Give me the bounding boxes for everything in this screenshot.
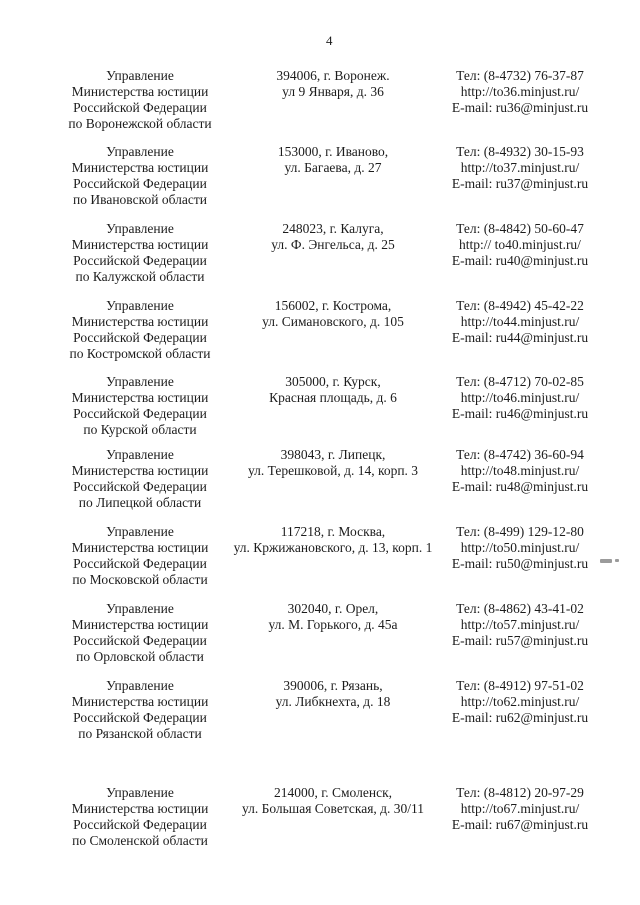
org-name [72,678,209,742]
org-name-line: Министерства юстиции [71,314,209,329]
org-name [72,447,209,511]
org-address [234,524,433,556]
email-line: E-mail: ru67@minjust.ru [451,817,589,832]
page-number: 4 [326,33,333,48]
scan-artifact-mark [615,559,619,562]
address-line: 156002, г. Кострома, [274,298,392,313]
phone-line: Тел: (8-4812) 20-97-29 [456,785,584,800]
phone-line: Тел: (8-4842) 50-60-47 [456,221,584,236]
org-name-line: по Московской области [72,572,208,587]
org-name-line: Российской Федерации [73,633,207,648]
directory-entry [0,374,640,438]
address-line: 305000, г. Курск, [285,374,381,389]
org-address [268,601,397,633]
org-contacts [452,374,588,422]
org-address [242,785,424,817]
org-name-line: по Рязанской области [78,726,202,741]
org-name [72,524,209,588]
org-name-line: Управление [106,144,174,159]
directory-entry [0,144,640,208]
email-line: E-mail: ru37@minjust.ru [451,176,589,191]
org-address [269,374,397,406]
org-contacts [452,678,588,726]
email-line: E-mail: ru44@minjust.ru [451,330,589,345]
website-line: http://to57.minjust.ru/ [460,617,580,632]
address-line: ул. Ф. Энгельса, д. 25 [271,237,395,252]
directory-entry [0,221,640,285]
org-contacts [452,68,588,116]
website-line: http://to62.minjust.ru/ [460,694,580,709]
address-line: 153000, г. Иваново, [277,144,389,159]
org-name-line: Российской Федерации [73,710,207,725]
org-contacts [452,601,588,649]
phone-line: Тел: (8-4862) 43-41-02 [456,601,584,616]
org-name-line: по Орловской области [76,649,204,664]
org-contacts [452,785,588,833]
website-line: http://to37.minjust.ru/ [460,160,580,175]
address-line: ул. Багаева, д. 27 [284,160,382,175]
org-name-line: Министерства юстиции [71,801,209,816]
address-line: ул. Либкнехта, д. 18 [275,694,391,709]
org-name-line: Министерства юстиции [71,160,209,175]
phone-line: Тел: (8-499) 129-12-80 [456,524,584,539]
address-line: ул. Симановского, д. 105 [262,314,404,329]
org-contacts [452,144,588,192]
org-name [72,221,209,285]
org-name-line: Министерства юстиции [71,390,209,405]
org-name-line: по Костромской области [69,346,211,361]
address-line: ул. Большая Советская, д. 30/11 [241,801,425,816]
org-name-line: Управление [106,678,174,693]
org-name-line: Министерства юстиции [71,84,209,99]
address-line: 214000, г. Смоленск, [273,785,393,800]
org-name-line: Управление [106,447,174,462]
directory-entry [0,298,640,362]
org-name-line: Российской Федерации [73,100,207,115]
org-name-line: по Ивановской области [73,192,207,207]
org-name-line: Управление [106,68,174,83]
org-name-line: по Воронежской области [68,116,212,131]
org-contacts [452,524,588,572]
org-name-line: Министерства юстиции [71,540,209,555]
org-name-line: Российской Федерации [73,330,207,345]
email-line: E-mail: ru46@minjust.ru [451,406,589,421]
org-name-line: Управление [106,374,174,389]
org-contacts [452,221,588,269]
phone-line: Тел: (8-4742) 36-60-94 [456,447,584,462]
address-line: 398043, г. Липецк, [280,447,386,462]
website-line: http://to36.minjust.ru/ [460,84,580,99]
org-name-line: Управление [106,601,174,616]
address-line: Красная площадь, д. 6 [269,390,397,405]
org-address [276,68,389,100]
org-name-line: Российской Федерации [73,176,207,191]
phone-line: Тел: (8-4942) 45-42-22 [456,298,584,313]
org-name-line: Министерства юстиции [71,694,209,709]
org-name-line: Российской Федерации [73,406,207,421]
org-name-line: по Курской области [83,422,197,437]
org-name-line: по Липецкой области [78,495,202,510]
address-line: ул. Терешковой, д. 14, корп. 3 [247,463,419,478]
org-name-line: Министерства юстиции [71,463,209,478]
phone-line: Тел: (8-4732) 76-37-87 [456,68,584,83]
org-name-line: Министерства юстиции [71,237,209,252]
email-line: E-mail: ru40@minjust.ru [451,253,589,268]
org-name-line: Министерства юстиции [71,617,209,632]
directory-entry [0,678,640,742]
org-name-line: по Смоленской области [72,833,208,848]
website-line: http://to67.minjust.ru/ [460,801,580,816]
website-line: http://to44.minjust.ru/ [460,314,580,329]
email-line: E-mail: ru48@minjust.ru [451,479,589,494]
email-line: E-mail: ru62@minjust.ru [451,710,589,725]
org-name-line: Российской Федерации [73,253,207,268]
address-line: 394006, г. Воронеж. [276,68,390,83]
org-name [68,68,211,132]
org-name-line: Российской Федерации [73,817,207,832]
org-contacts [452,447,588,495]
org-name-line: Управление [106,221,174,236]
directory-entry [0,601,640,665]
org-name-line: по Калужской области [75,269,205,284]
org-name-line: Управление [106,785,174,800]
email-line: E-mail: ru57@minjust.ru [451,633,589,648]
org-address [262,298,404,330]
website-line: http://to50.minjust.ru/ [460,540,580,555]
website-line: http:// to40.minjust.ru/ [459,237,581,252]
org-name-line: Управление [106,298,174,313]
phone-line: Тел: (8-4932) 30-15-93 [456,144,584,159]
org-address [271,221,394,253]
email-line: E-mail: ru50@minjust.ru [451,556,589,571]
email-line: E-mail: ru36@minjust.ru [451,100,589,115]
org-name-line: Управление [106,524,174,539]
directory-entry [0,524,640,588]
org-name [70,298,211,362]
address-line: ул. Кржижановского, д. 13, корп. 1 [233,540,433,555]
org-address [276,678,391,710]
address-line: 302040, г. Орел, [287,601,379,616]
website-line: http://to46.minjust.ru/ [460,390,580,405]
address-line: 248023, г. Калуга, [282,221,384,236]
address-line: 390006, г. Рязань, [283,678,383,693]
org-name [72,144,209,208]
phone-line: Тел: (8-4712) 70-02-85 [456,374,584,389]
address-line: ул 9 Января, д. 36 [282,84,384,99]
phone-line: Тел: (8-4912) 97-51-02 [456,678,584,693]
org-name [72,785,209,849]
directory-entry [0,447,640,511]
website-line: http://to48.minjust.ru/ [460,463,580,478]
address-line: 117218, г. Москва, [280,524,386,539]
address-line: ул. М. Горького, д. 45а [268,617,398,632]
org-address [278,144,388,176]
org-contacts [452,298,588,346]
org-name-line: Российской Федерации [73,479,207,494]
scan-artifact-mark [600,559,612,563]
org-address [248,447,418,479]
org-name [72,601,209,665]
org-name [72,374,209,438]
directory-entry [0,68,640,132]
directory-entry [0,785,640,849]
org-name-line: Российской Федерации [73,556,207,571]
